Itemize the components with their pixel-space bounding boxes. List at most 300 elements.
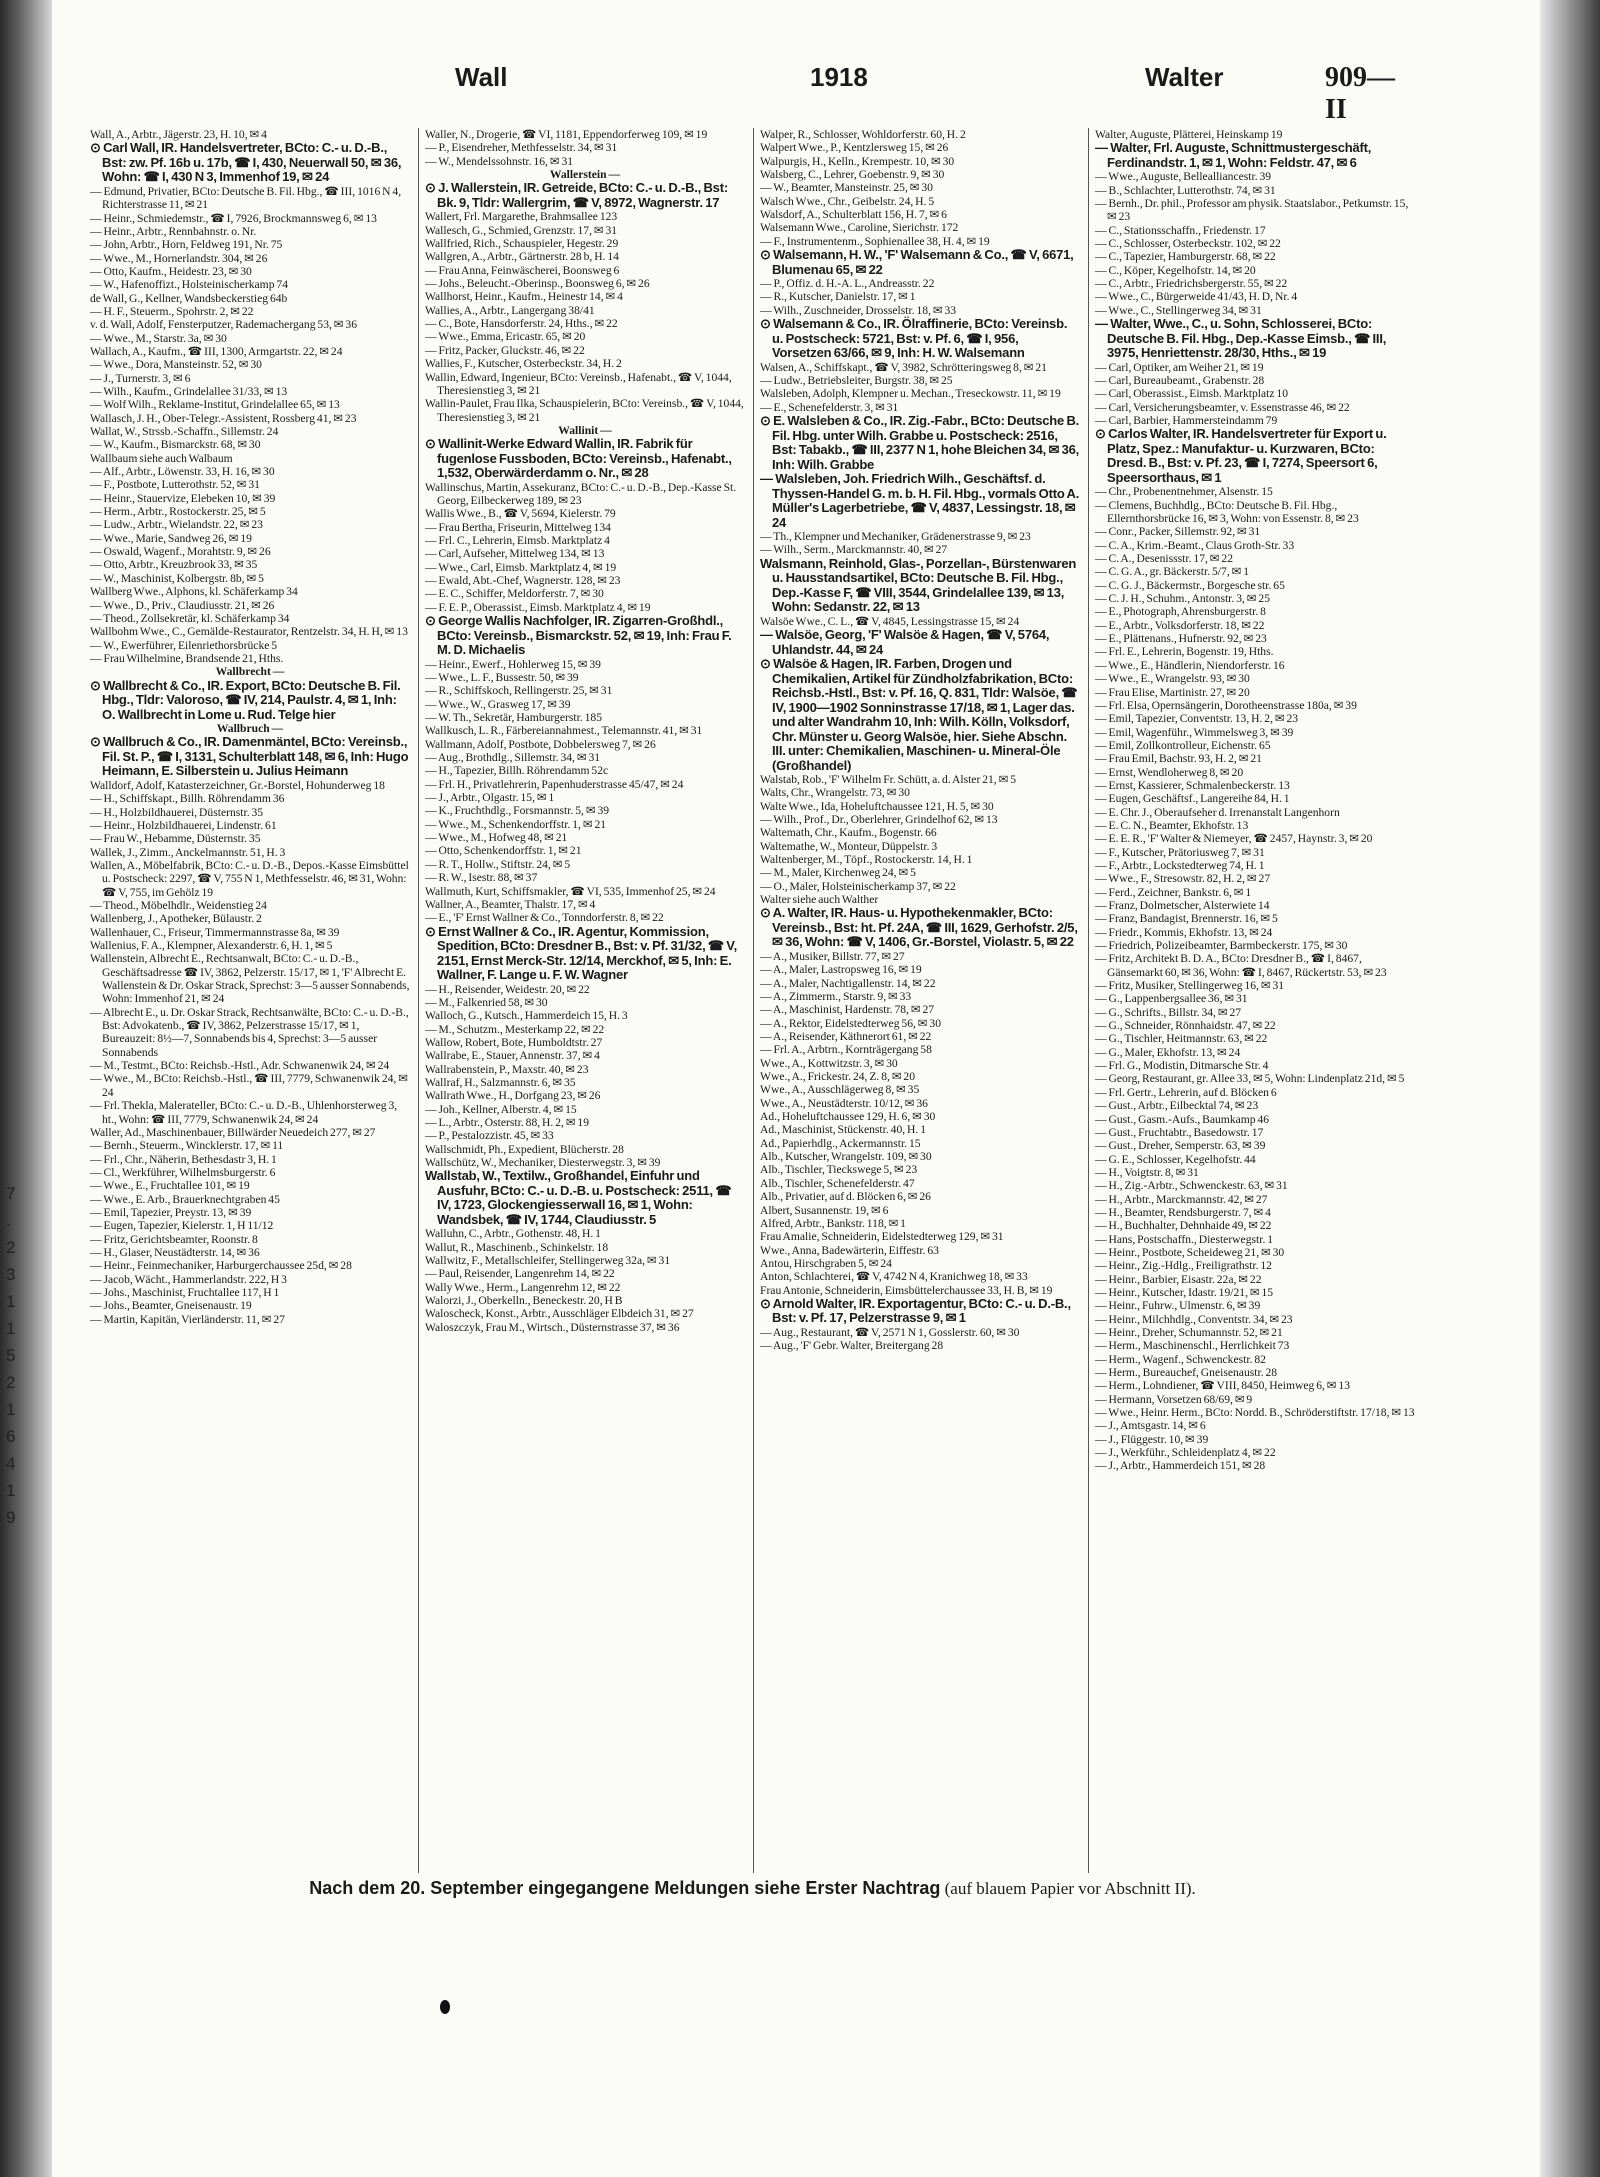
directory-entry: Wallrabe, E., Stauer, Annenstr. 37, ✉ 4 [425, 1049, 600, 1063]
directory-entry: — Martin, Kapitän, Vierländerstr. 11, ✉ 27 [90, 1312, 285, 1326]
directory-entry: — Carl, Optiker, am Weiher 21, ✉ 19 [1095, 360, 1264, 374]
directory-entry: Wallek, J., Zimm., Anckelmannstr. 51, H. 3 [90, 845, 286, 859]
directory-entry: — Albrecht E., u. Dr. Oskar Strack, Rechtsanwälte, BCto: C.- u. D.-B., Bst: Advokatenb., ☎ IV, 3862, Pelzerstrasse 15/17, ✉ 1, Bureauzeit: 8½—7, Sonnabends bis 4, Sprechst: 3—5 ausser Sonnabends [90, 1005, 409, 1059]
header-left-keyword: Wall [455, 62, 508, 92]
directory-entry: — W., Hafenoffizt., Holsteinischerkamp 74 [90, 278, 288, 292]
directory-entry: Alb., Kutscher, Wrangelstr. 109, ✉ 30 [760, 1150, 932, 1164]
directory-entry: — Heinr., Barbier, Eisastr. 22a, ✉ 22 [1095, 1272, 1262, 1286]
directory-entry: — C., Arbtr., Friedrichsbergerstr. 55, ✉ 22 [1095, 277, 1288, 291]
directory-entry: — Ludw., Betriebsleiter, Burgstr. 38, ✉ 25 [760, 373, 953, 387]
directory-entry: — Fritz, Gerichtsbeamter, Roonstr. 8 [90, 1232, 258, 1246]
directory-entry: Wallesch, G., Schmied, Grenzstr. 17, ✉ 31 [425, 223, 618, 237]
directory-entry: — H., Reisender, Weidestr. 20, ✉ 22 [425, 982, 590, 996]
directory-entry: — Emil, Zollkontrolleur, Eichenstr. 65 [1095, 738, 1271, 752]
firm-entry: ⊙ E. Walsleben & Co., IR. Zig.-Fabr., BCto: Deutsche B. Fil. Hbg. unter Wilh. Grabbe u. Postscheck: 2516, Bst: Tabakb., ☎ III, 2377 N 1, hohe Bleichen 34, ✉ 36, Inh: Wilh. Grabbe [760, 413, 1080, 472]
directory-entry: — H., Zig.-Arbtr., Schwenckestr. 63, ✉ 31 [1095, 1179, 1288, 1193]
directory-entry: Ad., Papierhdlg., Ackermannstr. 15 [760, 1136, 921, 1150]
directory-entry: — C. A., Krim.-Beamt., Claus Groth-Str. 33 [1095, 538, 1295, 552]
directory-entry: — Frau Elise, Martinistr. 27, ✉ 20 [1095, 685, 1250, 699]
directory-entry: — Herm., Arbtr., Rostockerstr. 25, ✉ 5 [90, 505, 266, 519]
directory-entry: Frau Antonie, Schneiderin, Eimsbüttelerchaussee 33, H. B, ✉ 19 [760, 1283, 1053, 1297]
margin-fragment: 6 [6, 1427, 16, 1446]
margin-fragment: 4 [6, 1454, 16, 1473]
directory-entry: — Frau Wilhelmine, Brandsende 21, Hths. [90, 651, 284, 665]
directory-entry: Wallen, A., Möbelfabrik, BCto: C.- u. D.-B., Depos.-Kasse Eimsbüttel u. Postscheck: 2297, ☎ V, 755 N 1, Methfesselstr. 46, ✉ 31, Wohn: ☎ V, 755, im Gehölz 19 [90, 858, 409, 899]
directory-entry: — H., Voigtstr. 8, ✉ 31 [1095, 1165, 1199, 1179]
directory-entry: Wallert, Frl. Margarethe, Brahmsallee 123 [425, 210, 618, 224]
directory-entry: — Oswald, Wagenf., Morahtstr. 9, ✉ 26 [90, 545, 271, 559]
directory-entry: — Aug., 'F' Gebr. Walter, Breitergang 28 [760, 1339, 944, 1353]
directory-entry: — Joh., Kellner, Alberstr. 4, ✉ 15 [425, 1102, 577, 1116]
column-1 [90, 128, 410, 1873]
directory-entry: — Georg, Restaurant, gr. Allee 33, ✉ 5, Wohn: Lindenplatz 21d, ✉ 5 [1095, 1072, 1405, 1086]
directory-entry: — G. E., Schlosser, Kegelhofstr. 44 [1095, 1152, 1256, 1166]
directory-entry: — C. J. H., Schuhm., Antonstr. 3, ✉ 25 [1095, 592, 1270, 606]
directory-entry: — Ferd., Zeichner, Bankstr. 6, ✉ 1 [1095, 885, 1252, 899]
firm-entry: ⊙ Carl Wall, IR. Handelsvertreter, BCto: C.- u. D.-B., Bst: zw. Pf. 16b u. 17b, ☎ I, 430, Neuerwall 50, ✉ 36, Wohn: ☎ I, 430 N 3, Immenhof 19, ✉ 24 [90, 140, 402, 185]
footer-note [90, 1877, 1415, 1900]
directory-entry: — Heinr., Milchhdlg., Conventstr. 34, ✉ 23 [1095, 1312, 1293, 1326]
margin-fragment: 5 [6, 1346, 16, 1365]
directory-entry: Walsch Wwe., Chr., Geibelstr. 24, H. 5 [760, 194, 935, 208]
directory-entry: — Theod., Zollsekretär, kl. Schäferkamp 34 [90, 611, 290, 625]
directory-entry: — E. E. R., 'F' Walter & Niemeyer, ☎ 2457, Haynstr. 3, ✉ 20 [1095, 832, 1373, 846]
directory-entry: — Emil, Wagenführ., Wimmelsweg 3, ✉ 39 [1095, 725, 1294, 739]
directory-entry: — Wilh., Prof., Dr., Oberlehrer, Grindelhof 62, ✉ 13 [760, 813, 998, 827]
directory-entry: — C. G. J., Bäckermstr., Borgesche str. 65 [1095, 578, 1285, 592]
directory-entry: — Frau Emil, Bachstr. 93, H. 2, ✉ 21 [1095, 752, 1262, 766]
directory-entry: Walsdorf, A., Schulterblatt 156, H. 7, ✉ 6 [760, 208, 947, 222]
directory-entry: — J., Flüggestr. 10, ✉ 39 [1095, 1432, 1209, 1446]
directory-entry: — Friedr., Kommis, Ekhofstr. 13, ✉ 24 [1095, 925, 1273, 939]
directory-entry: — K., Fruchthdlg., Forsmannstr. 5, ✉ 39 [425, 804, 610, 818]
directory-entry: — Wwe., F., Stresowstr. 82, H. 2, ✉ 27 [1095, 872, 1271, 886]
directory-entry: — A., Maschinist, Hardenstr. 78, ✉ 27 [760, 1003, 935, 1017]
directory-entry: — F., Arbtr., Lockstedterweg 74, H. 1 [1095, 858, 1265, 872]
directory-entry: — Wwe., M., BCto: Reichsb.-Hstl., ☎ III, 7779, Schwanenwik 24, ✉ 24 [90, 1072, 408, 1099]
margin-fragment: 3 [6, 1265, 16, 1284]
directory-entry: — Ernst, Wendloherweg 8, ✉ 20 [1095, 765, 1244, 779]
firm-entry: — Walsleben, Joh. Friedrich Wilh., Geschäftsf. d. Thyssen-Handel G. m. b. H. Fil. Hbg., vormals Otto A. Müller's Lagerbetriebe, ☎ V, 4837, Lessingstr. 18, ✉ 24 [760, 471, 1080, 530]
directory-entry: Wallbohm Wwe., C., Gemälde-Restaurator, Rentzelstr. 34, H. H, ✉ 13 [90, 625, 408, 639]
margin-fragment: 1 [6, 1481, 16, 1500]
directory-entry: — Wwe., M., Hornerlandstr. 304, ✉ 26 [90, 251, 268, 265]
directory-entry: Ad., Hoheluftchaussee 129, H. 6, ✉ 30 [760, 1110, 936, 1124]
firm-entry: Walsmann, Reinhold, Glas-, Porzellan-, Bürstenwaren u. Hausstandsartikel, BCto: Deutsche B. Fil. Hbg., Dep.-Kasse F, ☎ VIII, 3544, Grindelallee 139, ✉ 13, Wohn: Sedanstr. 22, ✉ 13 [760, 555, 1077, 615]
directory-entry: Wallach, A., Kaufm., ☎ III, 1300, Armgartstr. 22, ✉ 24 [90, 344, 343, 358]
directory-entry: Wallenberg, J., Apotheker, Bülaustr. 2 [90, 912, 262, 926]
directory-entry: — G., Schneider, Rönnhaidstr. 47, ✉ 22 [1095, 1019, 1276, 1033]
directory-entry: — R. T., Hollw., Stiftstr. 24, ✉ 5 [425, 857, 571, 871]
directory-entry: Walorzi, J., Oberkelln., Beneckestr. 20, H B [425, 1294, 623, 1308]
directory-entry: — Frl. Elsa, Opernsängerin, Dorotheenstrasse 180a, ✉ 39 [1095, 698, 1357, 712]
directory-entry: Ad., Maschinist, Stückenstr. 40, H. 1 [760, 1123, 927, 1137]
directory-entry: — Hermann, Vorsetzen 68/69, ✉ 9 [1095, 1392, 1253, 1406]
firm-entry: ⊙ Walsöe & Hagen, IR. Farben, Drogen und Chemikalien, Artikel für Zündholzfabrikation, BCto: Reichsb.-Hstl., Bst: v. Pf. 16, Q. 831, Tldr: Walsöe, ☎ IV, 1900—1902 Sonninstrasse 17/18, ✉ 1, Lager das. und alter Wandrahm 10, Inh: Wilh. Kölln, Volksdorf, Chr. Münster u. Georg Walsöe, hier. Siehe Abschn. III. unter: Chemikalien, Maschinen- u. Mineral-Öle (Großhandel) [760, 656, 1078, 773]
directory-entry: — E., 'F' Ernst Wallner & Co., Tonndorferstr. 8, ✉ 22 [425, 911, 664, 925]
directory-entry: — Johs., Beleucht.-Oberinsp., Boonsweg 6, ✉ 26 [425, 277, 650, 291]
directory-entry: — E., Arbtr., Volksdorferstr. 18, ✉ 22 [1095, 618, 1265, 632]
directory-entry: — C., Köper, Kegelhofstr. 14, ✉ 20 [1095, 263, 1256, 277]
directory-entry: — Wwe., Heinr. Herm., BCto: Nordd. B., Schröderstiftstr. 17/18, ✉ 13 [1095, 1406, 1415, 1420]
directory-columns [90, 128, 1415, 1873]
directory-entry: Anton, Schlachterei, ☎ V, 4742 N 4, Kranichweg 18, ✉ 33 [760, 1270, 1028, 1284]
directory-entry: Walter, Auguste, Plätterei, Heinskamp 19 [1095, 128, 1283, 141]
directory-entry: — Carl, Barbier, Hammersteindamm 79 [1095, 414, 1278, 427]
directory-entry: — Frl. A., Arbtrn., Kornträgergang 58 [760, 1043, 932, 1057]
directory-entry: Wallis Wwe., B., ☎ V, 5694, Kielerstr. 79 [425, 507, 616, 521]
directory-entry: — W., Beamter, Mansteinstr. 25, ✉ 30 [760, 181, 933, 195]
directory-entry: Wallmann, Adolf, Postbote, Dobbelersweg 7, ✉ 26 [425, 737, 656, 751]
directory-entry: — J., Arbtr., Olgastr. 15, ✉ 1 [425, 791, 555, 805]
directory-entry: Wallmuth, Kurt, Schiffsmakler, ☎ VI, 535, Immenhof 25, ✉ 24 [425, 884, 716, 898]
section-separator: Wallinit — [558, 423, 612, 437]
directory-entry: — Frl. G., Modistin, Ditmarsche Str. 4 [1095, 1059, 1269, 1073]
directory-entry: Walsöe Wwe., C. L., ☎ V, 4845, Lessingstrasse 15, ✉ 24 [760, 614, 1020, 628]
column-2 [425, 128, 745, 1873]
directory-entry: Alfred, Arbtr., Bankstr. 118, ✉ 1 [760, 1216, 906, 1230]
directory-entry: — A., Maler, Nachtigallenstr. 14, ✉ 22 [760, 976, 936, 990]
directory-entry: — Hans, Postschaffn., Diesterwegstr. 1 [1095, 1232, 1274, 1246]
directory-entry: Wallfried, Rich., Schauspieler, Hegestr. 29 [425, 237, 619, 251]
directory-entry: — L., Arbtr., Osterstr. 88, H. 2, ✉ 19 [425, 1115, 590, 1129]
directory-entry: Waloszczyk, Frau M., Wirtsch., Düsternstrasse 37, ✉ 36 [425, 1320, 680, 1334]
section-separator: Wallbruch — [216, 722, 284, 736]
directory-entry: — C., Schlosser, Osterbeckstr. 102, ✉ 22 [1095, 237, 1281, 251]
book-binding-edge [0, 0, 52, 2177]
directory-entry: — E., Schenefelderstr. 3, ✉ 31 [760, 400, 899, 414]
directory-entry: — Otto, Schenkendorffstr. 1, ✉ 21 [425, 844, 582, 858]
running-header [85, 62, 1415, 125]
directory-entry: — Heinr., Dreher, Schumannstr. 52, ✉ 21 [1095, 1326, 1283, 1339]
directory-entry: Wallberg Wwe., Alphons, kl. Schäferkamp 34 [90, 585, 298, 599]
directory-entry: — Ewald, Abt.-Chef, Wagnerstr. 128, ✉ 23 [425, 574, 621, 588]
directory-entry: — Heinr., Zig.-Hdlg., Freiligrathstr. 12 [1095, 1259, 1272, 1273]
firm-entry: ⊙ Arnold Walter, IR. Exportagentur, BCto: C.- u. D.-B., Bst: v. Pf. 17, Pelzerstrasse 9, ✉ 1 [760, 1295, 1071, 1326]
firm-entry: ⊙ Ernst Wallner & Co., IR. Agentur, Kommission, Spedition, BCto: Dresdner B., Bst: v. Pf. 31/32, ☎ V, 2151, Ernst Merck-Str. 12/14, Merckhof, ✉ 5, Inh: E. Wallner, F. Lange u. F. W. Wagner [425, 923, 737, 983]
directory-entry: — Carl, Versicherungsbeamter, v. Essenstrasse 46, ✉ 22 [1095, 400, 1350, 414]
directory-entry: — Eugen, Geschäftsf., Langereihe 84, H. 1 [1095, 792, 1290, 806]
directory-entry: — Wwe., M., Starstr. 3a, ✉ 30 [90, 331, 227, 345]
directory-entry: — Frl. C., Lehrerin, Eimsb. Marktplatz 4 [425, 534, 610, 548]
directory-entry: — F., Instrumentenm., Sophienallee 38, H. 4, ✉ 19 [760, 234, 990, 248]
directory-entry: — Wwe., E., Händlerin, Niendorferstr. 16 [1095, 658, 1285, 672]
directory-entry: — Heinr., Schmiedemstr., ☎ I, 7926, Brockmannsweg 6, ✉ 13 [90, 211, 377, 225]
directory-entry: — A., Rektor, Eidelstedterweg 56, ✉ 30 [760, 1016, 941, 1030]
directory-entry: — Wwe., C., Stellingerweg 34, ✉ 31 [1095, 303, 1262, 317]
directory-entry: — H., Glaser, Neustädterstr. 14, ✉ 36 [90, 1245, 260, 1259]
directory-entry: — C., Stationsschaffn., Friedenstr. 17 [1095, 223, 1266, 237]
margin-fragment: 9 [6, 1508, 16, 1527]
directory-entry: — Wwe., E., Wrangelstr. 93, ✉ 30 [1095, 672, 1250, 686]
directory-entry: Wally Wwe., Herm., Langenrehm 12, ✉ 22 [425, 1280, 621, 1294]
directory-entry: — Heinr., Stauervize, Elebeken 10, ✉ 39 [90, 491, 276, 505]
directory-entry: — Herm., Lohndiener, ☎ VIII, 8450, Heimweg 6, ✉ 13 [1095, 1379, 1350, 1393]
firm-entry: ⊙ Wallbrecht & Co., IR. Export, BCto: Deutsche B. Fil. Hbg., Tldr: Valoroso, ☎ IV, 214, Paulstr. 4, ✉ 1, Inh: O. Wallbrecht in Lome u. Rud. Telge hier [90, 677, 401, 722]
directory-entry: — H., Tapezier, Billh. Röhrendamm 52c [425, 764, 609, 778]
directory-entry: — Edmund, Privatier, BCto: Deutsche B. Fil. Hbg., ☎ III, 1016 N 4, Richterstrasse 11, ✉ 21 [90, 184, 402, 212]
directory-entry: Walsberg, C., Lehrer, Goebenstr. 9, ✉ 30 [760, 168, 945, 182]
directory-entry: — E. C. N., Beamter, Ekhofstr. 13 [1095, 818, 1249, 832]
directory-entry: — Herm., Maschinenschl., Herrlichkeit 73 [1095, 1339, 1290, 1353]
directory-entry: — C. A., Desenissstr. 17, ✉ 22 [1095, 552, 1234, 566]
directory-entry: — C., Bote, Hansdorferstr. 24, Hths., ✉ 22 [425, 317, 618, 331]
firm-entry: ⊙ J. Wallerstein, IR. Getreide, BCto: C.- u. D.-B., Bst: Bk. 9, Tldr: Wallergrim, ☎ V, 8972, Wagnerstr. 17 [425, 180, 728, 210]
directory-entry: — Wilh., Zuschneider, Drosselstr. 18, ✉ 33 [760, 303, 957, 317]
directory-entry: — Carl, Oberassist., Eimsb. Marktplatz 10 [1095, 387, 1289, 401]
directory-entry: — Wwe., D., Priv., Claudiusstr. 21, ✉ 26 [90, 598, 275, 612]
firm-entry: ⊙ Carlos Walter, IR. Handelsvertreter für Export u. Platz, Spez.: Manufaktur- u. Kurzwaren, BCto: Dresd. B., Bst: v. Pf. 23, ☎ I, 7274, Speersort 6, Speersorthaus, ✉ 1 [1095, 426, 1387, 485]
directory-entry: Wallrath Wwe., H., Dorfgang 23, ✉ 26 [425, 1089, 601, 1103]
directory-entry: — R. W., Isestr. 88, ✉ 37 [425, 871, 538, 885]
directory-entry: — R., Kutscher, Danielstr. 17, ✉ 1 [760, 290, 916, 304]
directory-entry: Walldorf, Adolf, Katasterzeichner, Gr.-Borstel, Hohunderweg 18 [90, 778, 385, 792]
firm-entry: ⊙ Walsemann & Co., IR. Ölraffinerie, BCto: Vereinsb. u. Postscheck: 5721, Bst: v. Pf. 6, ☎ I, 956, Vorsetzen 63/66, ✉ 9, Inh: H. W. Walsemann [760, 316, 1068, 361]
directory-entry: — E. Chr. J., Oberaufseher d. Irrenanstalt Langenhorn [1095, 805, 1340, 819]
directory-entry: Wallut, R., Maschinenb., Schinkelstr. 18 [425, 1240, 609, 1254]
directory-entry: — H., Schiffskapt., Billh. Röhrendamm 36 [90, 792, 285, 806]
section-separator: Wallerstein — [549, 168, 621, 182]
directory-entry: Walluhn, C., Arbtr., Gothenstr. 48, H. 1 [425, 1227, 601, 1241]
directory-entry: — W., Maschinist, Kolbergstr. 8b, ✉ 5 [90, 571, 264, 585]
directory-entry: — Fritz, Musiker, Stellingerweg 16, ✉ 31 [1095, 979, 1285, 993]
directory-entry: Walloch, G., Kutsch., Hammerdeich 15, H. 3 [425, 1009, 628, 1023]
directory-entry: — H., Holzbildhauerei, Düsternstr. 35 [90, 805, 264, 819]
firm-entry: ⊙ George Wallis Nachfolger, IR. Zigarren-Großhdl., BCto: Vereinsb., Bismarckstr. 52, ✉ 19, Inh: Frau F. M. D. Michaelis [425, 613, 732, 658]
directory-entry: Wwe., A., Kottwitzstr. 3, ✉ 30 [760, 1056, 898, 1070]
directory-entry: — O., Maler, Holsteinischerkamp 37, ✉ 22 [760, 879, 956, 893]
directory-entry: — Herm., Bureauchef, Gneisenaustr. 28 [1095, 1366, 1278, 1380]
firm-entry: — Walter, Frl. Auguste, Schnittmustergeschäft, Ferdinandstr. 1, ✉ 1, Wohn: Feldstr. 47, ✉ 6 [1095, 140, 1372, 170]
directory-entry: — Wwe., M., Hofweg 48, ✉ 21 [425, 831, 568, 845]
directory-entry: de Wall, G., Kellner, Wandsbeckerstieg 64b [90, 291, 288, 305]
directory-entry: Wallbaum siehe auch Walbaum [90, 451, 233, 465]
directory-entry: — Wilh., Serm., Marckmannstr. 40, ✉ 27 [760, 543, 948, 557]
directory-entry: — Heinr., Feinmechaniker, Harburgerchaussee 25d, ✉ 28 [90, 1259, 352, 1273]
directory-entry: — Emil, Tapezier, Preystr. 13, ✉ 39 [90, 1205, 252, 1219]
directory-entry: — Wwe., Carl, Eimsb. Marktplatz 4, ✉ 19 [425, 560, 617, 574]
directory-entry: Wall, A., Arbtr., Jägerstr. 23, H. 10, ✉ 4 [90, 128, 267, 141]
directory-entry: — J., Werkführ., Schleidenplatz 4, ✉ 22 [1095, 1446, 1276, 1460]
directory-entry: — Fritz, Packer, Gluckstr. 46, ✉ 22 [425, 343, 585, 357]
directory-entry: — Wwe., E., Fruchtallee 101, ✉ 19 [90, 1179, 250, 1193]
directory-entry: — Aug., Brothdlg., Sillemstr. 34, ✉ 31 [425, 751, 601, 765]
directory-entry: — Emil, Tapezier, Conventstr. 13, H. 2, ✉ 23 [1095, 712, 1299, 726]
directory-entry: Walstab, Rob., 'F' Wilhelm Fr. Schütt, a. d. Alster 21, ✉ 5 [760, 773, 1017, 787]
margin-fragment: 1 [6, 1400, 16, 1419]
directory-entry: — Theod., Möbelhdlr., Weidenstieg 24 [90, 899, 267, 912]
column-rule [753, 128, 754, 1873]
directory-entry: Wallenhauer, C., Friseur, Timmermannstrasse 8a, ✉ 39 [90, 925, 340, 939]
directory-entry: — Th., Klempner und Mechaniker, Grädenerstrasse 9, ✉ 23 [760, 530, 1031, 543]
directory-entry: Wallasch, J. H., Ober-Telegr.-Assistent, Rossberg 41, ✉ 23 [90, 411, 357, 425]
column-rule [1088, 128, 1089, 1873]
directory-entry: — Frl. E., Lehrerin, Bogenstr. 19, Hths. [1095, 645, 1274, 659]
directory-entry: — J., Arbtr., Hammerdeich 151, ✉ 28 [1095, 1459, 1266, 1473]
directory-entry: Wallner, A., Beamter, Thalstr. 17, ✉ 4 [425, 897, 596, 911]
directory-entry: Wallschütz, W., Mechaniker, Diesterwegstr. 3, ✉ 39 [425, 1156, 661, 1169]
directory-entry: — Heinr., Postbote, Scheideweg 21, ✉ 30 [1095, 1245, 1285, 1259]
directory-entry: — Chr., Probenentnehmer, Alsenstr. 15 [1095, 485, 1273, 499]
directory-entry: — Frl. Gertr., Lehrerin, auf d. Blöcken 6 [1095, 1085, 1277, 1099]
directory-entry: — F., Kutscher, Prätoriusweg 7, ✉ 31 [1095, 845, 1265, 859]
directory-entry: — M., Falkenried 58, ✉ 30 [425, 995, 548, 1009]
directory-entry: — Herm., Wagenf., Schwenckestr. 82 [1095, 1352, 1266, 1366]
directory-entry: — Franz, Dolmetscher, Alsterwiete 14 [1095, 899, 1270, 912]
directory-entry: — Heinr., Holzbildhauerei, Lindenstr. 61 [90, 818, 277, 832]
directory-entry: — P., Pestalozzistr. 45, ✉ 33 [425, 1129, 554, 1143]
directory-entry: Walts, Chr., Wrangelstr. 73, ✉ 30 [760, 786, 910, 800]
directory-entry: — Heinr., Ewerf., Hohlerweg 15, ✉ 39 [425, 657, 601, 671]
directory-entry: — Carl, Aufseher, Mittelweg 134, ✉ 13 [425, 547, 605, 561]
directory-entry: — Gust., Gasm.-Aufs., Baumkamp 46 [1095, 1112, 1270, 1126]
directory-entry: — Wwe., L. F., Bussestr. 50, ✉ 39 [425, 671, 579, 684]
directory-entry: — Eugen, Tapezier, Kielerstr. 1, H 11/12 [90, 1219, 274, 1233]
directory-entry: — Ernst, Kassierer, Schmalenbeckerstr. 13 [1095, 778, 1290, 792]
margin-fragment: 1 [6, 1319, 16, 1338]
directory-entry: — Wwe., W., Grasweg 17, ✉ 39 [425, 697, 571, 711]
firm-entry: Wallstab, W., Textilw., Großhandel, Einfuhr und Ausfuhr, BCto: C.- u. D.-B. u. Postscheck: 2511, ☎ IV, 1723, Glockengiesserwall 16, ✉ 1, Wohn: Wandsbek, ☎ IV, 1744, Claudiusstr. 5 [425, 1168, 732, 1227]
directory-entry: Wallow, Robert, Bote, Humboldtstr. 27 [425, 1035, 603, 1049]
directory-entry: — Clemens, Buchhdlg., BCto: Deutsche B. Fil. Hbg., Ellernthorsbrücke 16, ✉ 3, Wohn: von Essenstr. 8, ✉ 23 [1095, 498, 1359, 526]
directory-entry: Wallat, W., Strssb.-Schaffn., Sillemstr. 24 [90, 425, 279, 439]
directory-entry: — Gust., Arbtr., Eilbecktal 74, ✉ 23 [1095, 1099, 1259, 1113]
firm-entry: ⊙ Walsemann, H. W., 'F' Walsemann & Co., ☎ V, 6671, Blumenau 65, ✉ 22 [760, 247, 1074, 277]
directory-entry: Wallies, A., Arbtr., Langergang 38/41 [425, 303, 595, 317]
directory-entry: Wallies, F., Kutscher, Osterbeckstr. 34, H. 2 [425, 357, 622, 371]
margin-fragment: . [6, 1211, 11, 1230]
directory-entry: — Wwe., M., Schenkendorffstr. 1, ✉ 21 [425, 817, 607, 831]
directory-entry: — Paul, Reisender, Langenrehm 14, ✉ 22 [425, 1267, 615, 1281]
directory-entry: Walpert Wwe., P., Kentzlersweg 15, ✉ 26 [760, 141, 949, 155]
directory-entry: — B., Schlachter, Lutterothstr. 74, ✉ 31 [1095, 183, 1276, 197]
margin-fragments [6, 1180, 26, 1531]
directory-entry: — Gust., Dreher, Semperstr. 63, ✉ 39 [1095, 1139, 1266, 1153]
column-4 [1095, 128, 1415, 1873]
directory-entry: — M., Schutzm., Mesterkamp 22, ✉ 22 [425, 1022, 605, 1036]
directory-entry: Wallin, Edward, Ingenieur, BCto: Vereinsb., Hafenabt., ☎ V, 1044, Theresienstieg 3, ✉ 21 [425, 370, 732, 397]
directory-entry: Wallkusch, L. R., Färbereiannahmest., Telemannstr. 41, ✉ 31 [425, 724, 703, 738]
section-separator: Wallbrecht — [215, 665, 285, 679]
directory-entry: — Wwe., Auguste, Bellealliancestr. 39 [1095, 170, 1272, 184]
page-stack-edge [1540, 0, 1600, 2177]
directory-entry: Waltemath, Chr., Kaufm., Bogenstr. 66 [760, 826, 937, 840]
directory-entry: — E. C., Schiffer, Meldorferstr. 7, ✉ 30 [425, 587, 604, 601]
directory-entry: — W. Th., Sekretär, Hamburgerstr. 185 [425, 711, 603, 725]
directory-entry: — G., Lappenbergsallee 36, ✉ 31 [1095, 992, 1248, 1006]
directory-entry: — Wwe., E. Arb., Brauerknechtgraben 45 [90, 1192, 280, 1206]
directory-entry: Wallschmidt, Ph., Expedient, Blücherstr. 28 [425, 1142, 624, 1156]
firm-entry: ⊙ Wallbruch & Co., IR. Damenmäntel, BCto: Vereinsb., Fil. St. P., ☎ I, 3131, Schulterblatt 148, ✉ 6, Inh: Hugo Heimann, E. Silberstein u. Julius Heimann [90, 734, 409, 779]
directory-entry: Wwe., A., Neustädterstr. 10/12, ✉ 36 [760, 1096, 928, 1110]
directory-entry: — J., Turnerstr. 3, ✉ 6 [90, 371, 191, 385]
directory-entry: — Friedrich, Polizeibeamter, Barmbeckerstr. 175, ✉ 30 [1095, 939, 1348, 953]
directory-entry: — F., Postbote, Lutterothstr. 52, ✉ 31 [90, 478, 260, 492]
directory-entry: — G., Tischler, Heitmannstr. 63, ✉ 22 [1095, 1032, 1268, 1046]
directory-entry: — Wilh., Kaufm., Grindelallee 31/33, ✉ 13 [90, 385, 288, 398]
page-number: 909—II [1325, 62, 1395, 125]
directory-entry: — Frl. H., Privatlehrerin, Papenhuderstrasse 45/47, ✉ 24 [425, 777, 684, 791]
directory-entry: — F. E. P., Oberassist., Eimsb. Marktplatz 4, ✉ 19 [425, 600, 651, 614]
directory-entry: — H., Buchhalter, Dehnhaide 49, ✉ 22 [1095, 1219, 1272, 1233]
directory-entry: — Cl., Werkführer, Wilhelmsburgerstr. 6 [90, 1165, 276, 1179]
directory-entry: — Frl., Chr., Näherin, Bethesdastr 3, H. 1 [90, 1152, 277, 1166]
directory-entry: — Frl. Thekla, Malerateller, BCto: C.- u. D.-B., Uhlenhorsterweg 3, ht., Wohn: ☎ III, 7779, Schwanenwik 24, ✉ 24 [90, 1099, 398, 1126]
directory-entry: Walsemann Wwe., Caroline, Sierichstr. 172 [760, 221, 959, 235]
directory-entry: Wallenius, F. A., Klempner, Alexanderstr. 6, H. 1, ✉ 5 [90, 939, 333, 953]
directory-entry: — P., Eisendreher, Methfesselstr. 34, ✉ 31 [425, 141, 618, 155]
directory-entry: — A., Reisender, Käthnerort 61, ✉ 22 [760, 1030, 932, 1044]
directory-entry: Walsen, A., Schiffskapt., ☎ V, 3982, Schrötteringsweg 8, ✉ 21 [760, 360, 1047, 374]
directory-entry: — M., Testmt., BCto: Reichsb.-Hstl., Adr. Schwanenwik 24, ✉ 24 [90, 1059, 390, 1073]
firm-entry: ⊙ Wallinit-Werke Edward Wallin, IR. Fabrik für fugenlose Fussboden, BCto: Vereinsb., Hafenabt., 1,532, Oberwärderdamm o. Nr., ✉ 28 [425, 436, 732, 481]
directory-entry: Walte Wwe., Ida, Hoheluftchaussee 121, H. 5, ✉ 30 [760, 799, 994, 813]
directory-entry: — Frau W., Hebamme, Düsternstr. 35 [90, 832, 261, 846]
directory-entry: — G., Schrifts., Billstr. 34, ✉ 27 [1095, 1005, 1242, 1019]
directory-entry: — Otto, Kaufm., Heidestr. 23, ✉ 30 [90, 264, 252, 278]
directory-entry: — Fritz, Architekt B. D. A., BCto: Dresdner B., ☎ I, 8467, Gänsemarkt 60, ✉ 36, Wohn: ☎ I, 8467, Rückertstr. 53, ✉ 23 [1095, 952, 1387, 979]
directory-entry: Waller, N., Drogerie, ☎ VI, 1181, Eppendorferweg 109, ✉ 19 [425, 128, 708, 141]
directory-entry: — P., Offiz. d. H.-A. L., Andreasstr. 22 [760, 277, 935, 291]
directory-entry: — E., Plättenans., Hufnerstr. 92, ✉ 23 [1095, 632, 1267, 646]
directory-entry: Alb., Tischler, Schenefelderstr. 47 [760, 1176, 915, 1190]
directory-entry: Wallgren, A., Arbtr., Gärtnerstr. 28 b, H. 14 [425, 250, 619, 264]
directory-entry: — Johs., Maschinist, Fruchtallee 117, H 1 [90, 1285, 280, 1299]
directory-entry: Wwe., A., Ausschlägerweg 8, ✉ 35 [760, 1083, 920, 1097]
directory-entry: — A., Musiker, Billstr. 77, ✉ 27 [760, 949, 905, 963]
directory-entry: Walpurgis, H., Kelln., Krempestr. 10, ✉ 30 [760, 154, 955, 168]
directory-entry: — Alf., Arbtr., Löwenstr. 33, H. 16, ✉ 30 [90, 465, 275, 479]
directory-entry: — J., Amtsgastr. 14, ✉ 6 [1095, 1419, 1206, 1433]
footer-emphasis: Nach dem 20. September eingegangene Meldungen siehe Erster Nachtrag [309, 1878, 941, 1898]
directory-entry: — Wwe., C., Bürgerweide 41/43, H. D, Nr. 4 [1095, 290, 1298, 304]
firm-entry: — Walter, Wwe., C., u. Sohn, Schlosserei, BCto: Deutsche B. Fil. Hbg., Dep.-Kasse Eimsb., ☎ III, 3975, Henriettenstr. 28/30, Hths., ✉ 19 [1095, 316, 1387, 361]
directory-entry: — Aug., Restaurant, ☎ V, 2571 N 1, Gosslerstr. 60, ✉ 30 [760, 1325, 1020, 1339]
margin-fragment: 1 [6, 1292, 16, 1311]
directory-entry: Wallraf, H., Salzmannstr. 6, ✉ 35 [425, 1075, 576, 1089]
directory-entry: — Frau Anna, Feinwäscherei, Boonsweg 6 [425, 263, 620, 277]
firm-entry: ⊙ A. Walter, IR. Haus- u. Hypothekenmakler, BCto: Vereinsb., Bst: ht. Pf. 24A, ☎ III, 1629, Gerhofstr. 2/5, ✉ 36, Wohn: ☎ V, 1406, Gr.-Borstel, Violastr. 5, ✉ 22 [760, 905, 1078, 950]
header-year: 1918 [810, 62, 868, 92]
directory-entry: Wallwitz, F., Metallschleifer, Stellingerweg 32a, ✉ 31 [425, 1254, 671, 1268]
directory-entry: Wallin-Paulet, Frau Ilka, Schauspielerin, BCto: Vereinsb., ☎ V, 1044, Theresienstieg 3, ✉ 21 [425, 397, 744, 424]
directory-entry: — Ludw., Arbtr., Wielandstr. 22, ✉ 23 [90, 518, 263, 532]
directory-entry: Wwe., A., Frickestr. 24, Z. 8, ✉ 20 [760, 1070, 916, 1084]
directory-entry: — W., Mendelssohnstr. 16, ✉ 31 [425, 154, 574, 168]
directory-entry: — W., Ewerführer, Eilenriethorsbrücke 5 [90, 638, 278, 652]
directory-entry: Antou, Hirschgraben 5, ✉ 24 [760, 1256, 892, 1270]
directory-entry: Wallinschus, Martin, Assekuranz, BCto: C.- u. D.-B., Dep.-Kasse St. Georg, Eilbeckerweg 189, ✉ 23 [425, 480, 737, 508]
directory-entry: — W., Kaufm., Bismarckstr. 68, ✉ 30 [90, 438, 261, 452]
directory-entry: — Frau Bertha, Friseurin, Mittelweg 134 [425, 520, 611, 534]
directory-entry: — A., Zimmerm., Starstr. 9, ✉ 33 [760, 990, 912, 1003]
directory-entry: Waltemathe, W., Monteur, Düppelstr. 3 [760, 839, 938, 853]
firm-entry: — Walsöe, Georg, 'F' Walsöe & Hagen, ☎ V, 5764, Uhlandstr. 44, ✉ 24 [760, 627, 1050, 657]
directory-entry: Waloscheck, Konst., Arbtr., Ausschläger Elbdeich 31, ✉ 27 [425, 1307, 694, 1321]
directory-entry: Wwe., Anna, Badewärterin, Eiffestr. 63 [760, 1243, 939, 1257]
directory-entry: Walter siehe auch Walther [760, 893, 879, 907]
directory-entry: Wallenstein, Albrecht E., Rechtsanwalt, BCto: C.- u. D.-B., Geschäftsadresse ☎ IV, 3862, Pelzerstr. 15/17, ✉ 1, 'F' Albrecht E. Wallenstein & Dr. Oskar Strack, Sprechst: 3—5 ausser Sonnabends, Wohn: Immenhof 21, ✉ 24 [90, 952, 410, 1006]
directory-entry: — Jacob, Wächt., Hammerlandstr. 222, H 3 [90, 1272, 287, 1286]
directory-entry: Alb., Tischler, Tieckswege 5, ✉ 23 [760, 1163, 918, 1177]
directory-entry: v. d. Wall, Adolf, Fensterputzer, Rademachergang 53, ✉ 36 [90, 318, 358, 332]
header-right-keyword: Walter [1145, 62, 1224, 92]
directory-entry: — H. F., Steuerm., Spohrstr. 2, ✉ 22 [90, 304, 254, 318]
directory-entry: — Wwe., Marie, Sandweg 26, ✉ 19 [90, 531, 252, 545]
margin-fragment: 2 [6, 1238, 16, 1257]
directory-entry: — Carl, Bureaubeamt., Grabenstr. 28 [1095, 373, 1265, 387]
directory-entry: — Wolf Wilh., Reklame-Institut, Grindelallee 65, ✉ 13 [90, 398, 340, 412]
